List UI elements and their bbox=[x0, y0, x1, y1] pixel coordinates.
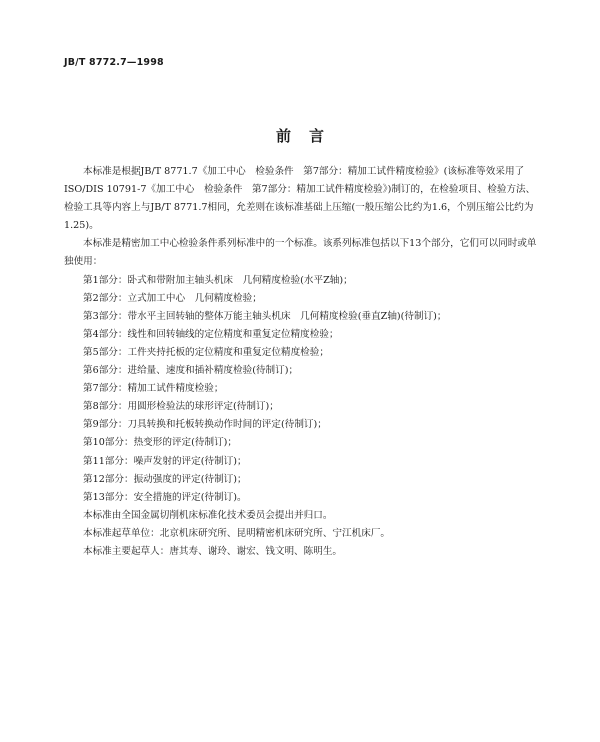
standard-number: JB/T 8772.7—1998 bbox=[64, 57, 164, 68]
parts-list-item: 第5部分：工件夹持托板的定位精度和重复定位精度检验； bbox=[83, 346, 329, 358]
parts-list-item: 第1部分：卧式和带附加主轴头机床 几何精度检验(水平Z轴)； bbox=[83, 274, 353, 286]
parts-list-item: 第9部分：刀具转换和托板转换动作时间的评定(待制订)； bbox=[83, 419, 327, 431]
parts-list bbox=[64, 272, 538, 507]
main-drafters: 本标准主要起草人：唐其寿、谢玲、谢宏、钱文明、陈明生。 bbox=[83, 545, 343, 557]
parts-list-item: 第2部分：立式加工中心 几何精度检验； bbox=[83, 292, 262, 304]
parts-list-item: 第8部分：用圆形检验法的球形评定(待制订)； bbox=[83, 401, 279, 413]
parts-list-item: 第4部分：线性和回转轴线的定位精度和重复定位精度检验； bbox=[83, 328, 339, 340]
document-body bbox=[64, 163, 538, 561]
parts-list-item: 第6部分：进给量、速度和插补精度检验(待制订)； bbox=[83, 365, 299, 377]
page-title: 前言 bbox=[275, 127, 342, 145]
drafting-units: 本标准起草单位：北京机床研究所、昆明精密机床研究所、宁江机床厂。 bbox=[83, 527, 390, 539]
parts-list-item: 第7部分：精加工试件精度检验； bbox=[83, 383, 224, 395]
intro-paragraph-1: 本标准是根据JB/T 8771.7《加工中心 检验条件 第7部分：精加工试件精度检验》(该标准等效采用了ISO/DIS 10791-7《加工中心 检验条件 第7部分：精加工试件精度检验》)制订的，在检验项目、检验方法、检验工具等内容上与JB/T 8771.7相同，允差则在该标准基础上压缩(一般压缩公比约为1.6，个别压缩公比约为1.25)。 bbox=[64, 166, 536, 232]
parts-list-item: 第13部分：安全措施的评定(待制订)。 bbox=[83, 491, 247, 503]
parts-list-item: 第10部分：热变形的评定(待制订)； bbox=[83, 437, 238, 449]
proposing-committee: 本标准由全国金属切削机床标准化技术委员会提出并归口。 bbox=[83, 509, 333, 521]
parts-list-item: 第11部分：噪声发射的评定(待制订)； bbox=[83, 455, 247, 467]
parts-list-item: 第12部分：振动强度的评定(待制订)； bbox=[83, 473, 247, 485]
intro-paragraph-2: 本标准是精密加工中心检验条件系列标准中的一个标准。该系列标准包括以下13个部分，它们可以同时或单独使用： bbox=[64, 238, 537, 268]
parts-list-item: 第3部分：带水平主回转轴的整体万能主轴头机床 几何精度检验(垂直Z轴)(待制订)； bbox=[83, 310, 447, 322]
